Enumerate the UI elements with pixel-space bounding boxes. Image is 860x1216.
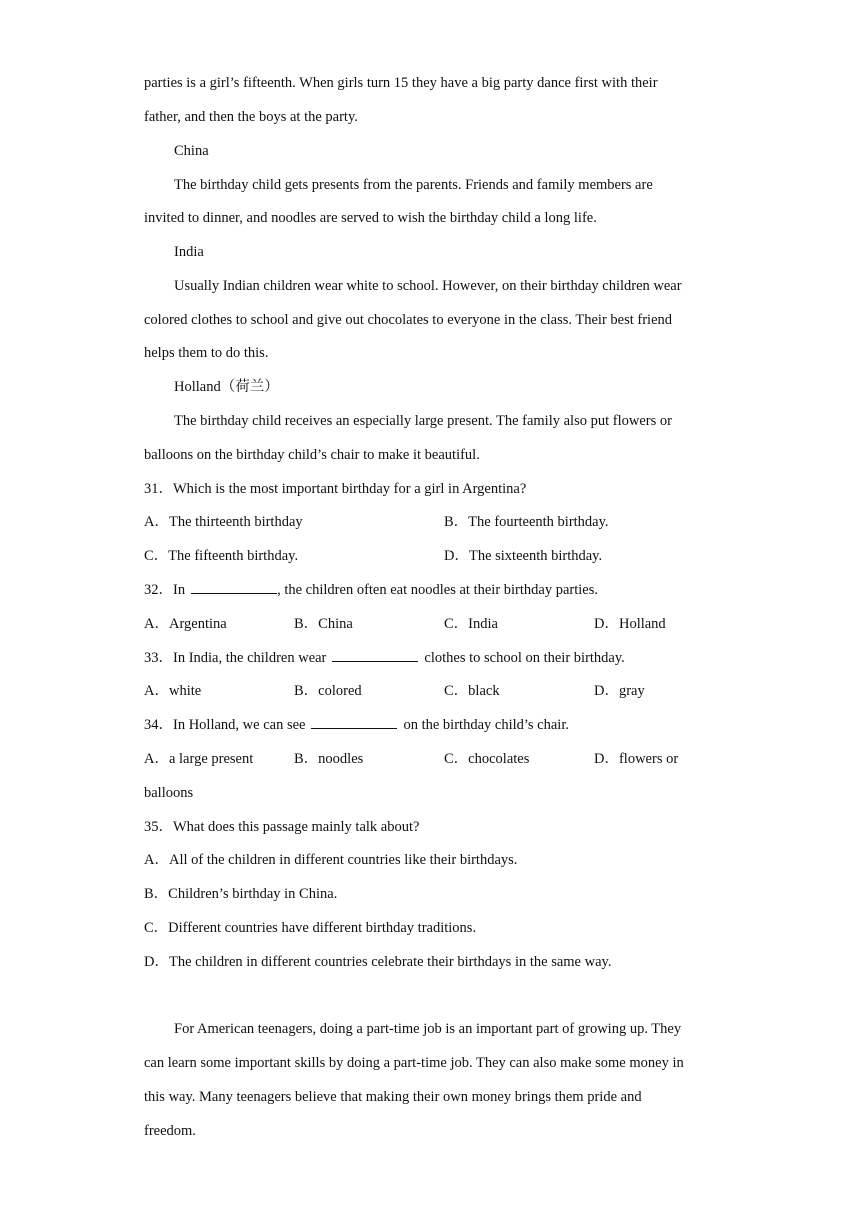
question-33-option-c[interactable]: C．black (444, 683, 500, 699)
question-33-option-b[interactable]: B．colored (294, 683, 362, 699)
question-33-stem (144, 649, 625, 667)
question-33-option-d[interactable]: D．gray (594, 683, 645, 699)
question-31-option-c[interactable]: C．The fifteenth birthday. (144, 548, 299, 564)
question-34-option-b[interactable]: B．noodles (294, 751, 364, 767)
answer-blank (191, 581, 277, 594)
question-34-option-c[interactable]: C．chocolates (444, 751, 530, 767)
question-31-option-d[interactable]: D．The sixteenth birthday. (444, 548, 603, 564)
question-32-option-a[interactable]: A．Argentina (144, 616, 227, 632)
passage-line: balloons on the birthday child’s chair to make it beautiful. (144, 447, 480, 463)
stem-text: , the children often eat noodles at their birthday parties. (277, 582, 598, 598)
passage-line: Usually Indian children wear white to school. However, on their birthday children wear (174, 278, 682, 294)
passage-line: helps them to do this. (144, 345, 269, 361)
question-35-option-b[interactable]: B．Children’s birthday in China. (144, 886, 338, 902)
stem-text: clothes to school on their birthday. (424, 650, 625, 666)
question-32-stem (144, 581, 598, 599)
question-32-option-b[interactable]: B．China (294, 616, 353, 632)
question-32-option-d[interactable]: D．Holland (594, 616, 666, 632)
passage-line: For American teenagers, doing a part-time job is an important part of growing up. They (174, 1021, 682, 1037)
question-34-option-d-wrap[interactable]: balloons (144, 785, 194, 801)
passage-line: freedom. (144, 1123, 196, 1139)
question-32-option-c[interactable]: C．India (444, 616, 498, 632)
stem-text: 33．In India, the children wear (144, 650, 327, 666)
question-31-stem: 31．Which is the most important birthday for a girl in Argentina? (144, 481, 527, 497)
passage-line: parties is a girl’s fifteenth. When girls turn 15 they have a big party dance first with their (144, 75, 658, 91)
answer-blank (332, 649, 418, 662)
stem-text: on the birthday child’s chair. (403, 717, 569, 733)
question-35-option-a[interactable]: A．All of the children in different countries like their birthdays. (144, 852, 518, 868)
question-34-option-a[interactable]: A．a large present (144, 751, 254, 767)
question-35-option-c[interactable]: C．Different countries have different birthday traditions. (144, 920, 477, 936)
question-31-option-a[interactable]: A．The thirteenth birthday (144, 514, 303, 530)
answer-blank (311, 716, 397, 729)
passage-line: The birthday child receives an especially large present. The family also put flowers or (174, 413, 672, 429)
section-heading-china: China (174, 143, 209, 159)
passage-line: colored clothes to school and give out chocolates to everyone in the class. Their best friend (144, 312, 673, 328)
question-34-stem (144, 716, 569, 734)
section-heading-holland: Holland（荷兰） (174, 379, 279, 395)
passage-line: father, and then the boys at the party. (144, 109, 358, 125)
passage-line: The birthday child gets presents from the parents. Friends and family members are (174, 177, 653, 193)
question-33-option-a[interactable]: A．white (144, 683, 202, 699)
passage-line: can learn some important skills by doing a part-time job. They can also make some money in (144, 1055, 684, 1071)
question-34-option-d[interactable]: D．flowers or (594, 751, 679, 767)
question-35-stem: 35．What does this passage mainly talk about? (144, 819, 420, 835)
stem-text: 34．In Holland, we can see (144, 717, 306, 733)
stem-text: 32．In (144, 582, 186, 598)
passage-line: this way. Many teenagers believe that making their own money brings them pride and (144, 1089, 642, 1105)
question-31-option-b[interactable]: B．The fourteenth birthday. (444, 514, 609, 530)
passage-line: invited to dinner, and noodles are served to wish the birthday child a long life. (144, 210, 597, 226)
section-heading-india: India (174, 244, 204, 260)
question-35-option-d[interactable]: D．The children in different countries celebrate their birthdays in the same way. (144, 954, 612, 970)
